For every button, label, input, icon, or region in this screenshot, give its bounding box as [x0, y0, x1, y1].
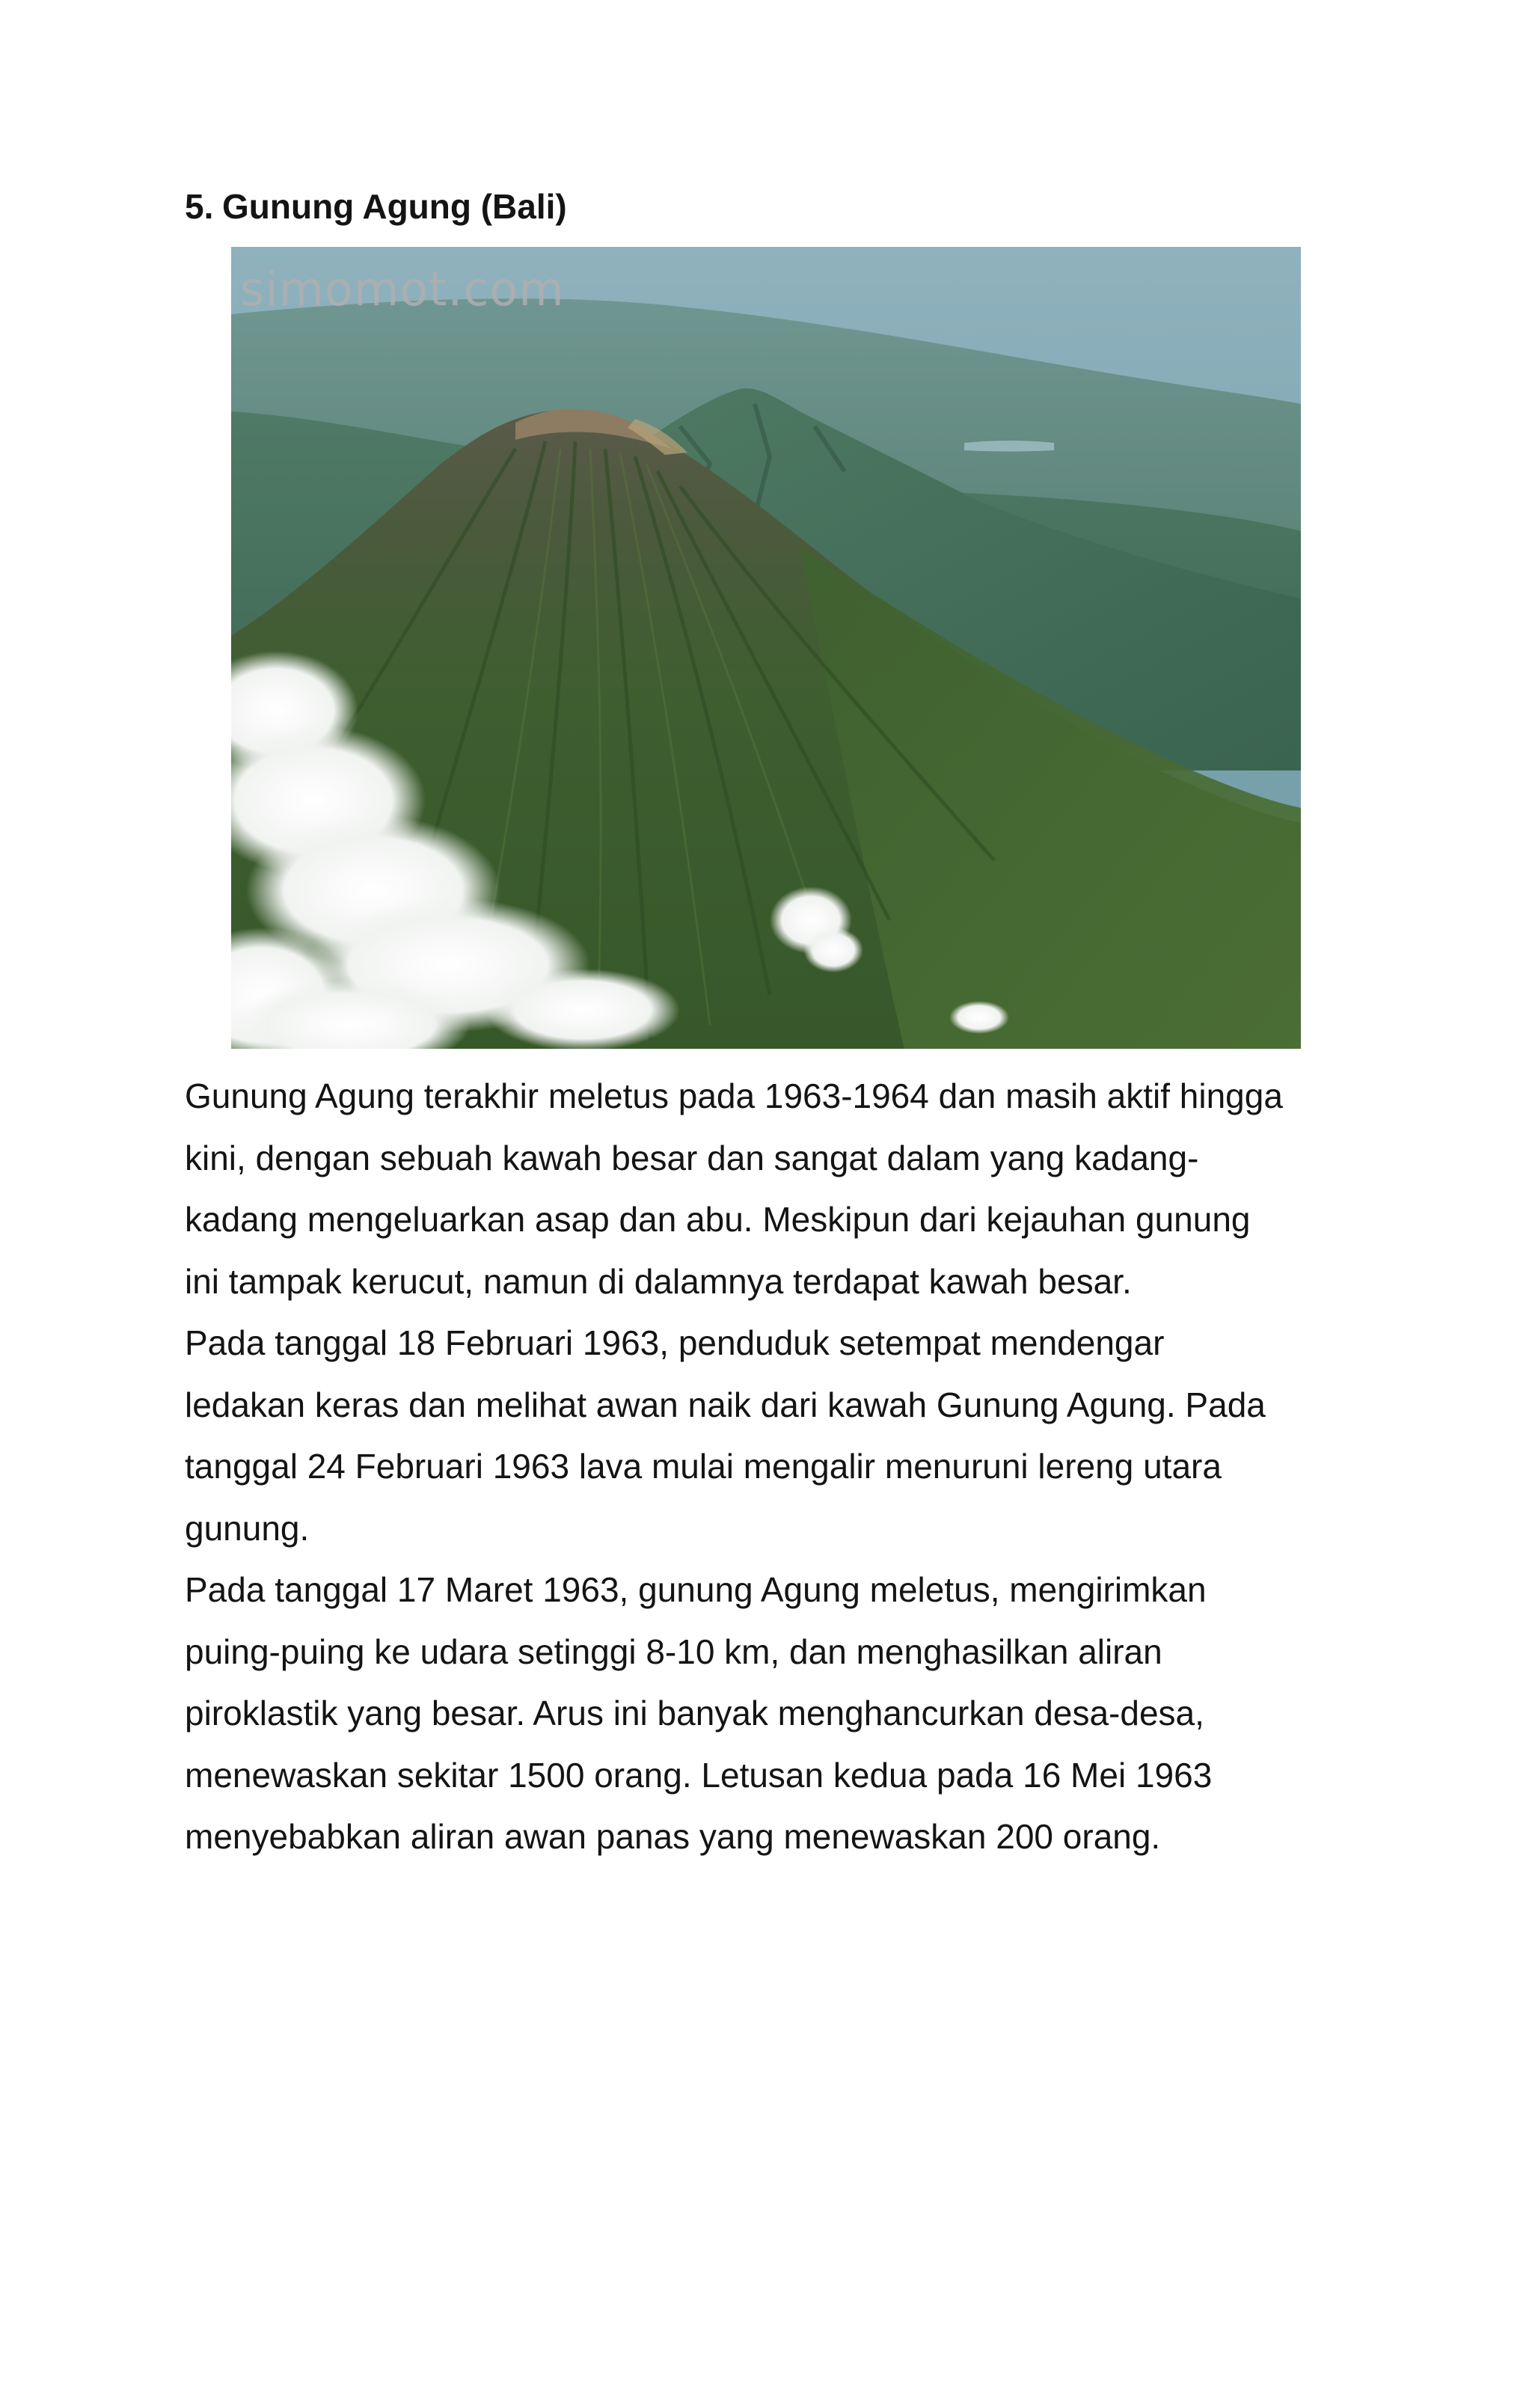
section-number: 5.: [185, 187, 214, 226]
paragraph-line: kini, dengan sebuah kawah besar dan sangat dalam yang kadang-: [185, 1138, 1199, 1177]
paragraph-line: ini tampak kerucut, namun di dalamnya terdapat kawah besar.: [185, 1261, 1132, 1301]
volcano-photo-illustration: [231, 247, 1301, 1049]
paragraph-line: Gunung Agung terakhir meletus pada 1963-1964 dan masih aktif hingga: [185, 1076, 1283, 1115]
section-title: Gunung Agung (Bali): [222, 187, 567, 226]
paragraph-line: menewaskan sekitar 1500 orang. Letusan kedua pada 16 Mei 1963: [185, 1755, 1213, 1795]
paragraph-line: puing-puing ke udara setinggi 8-10 km, dan menghasilkan aliran: [185, 1632, 1162, 1671]
paragraph-line: Pada tanggal 17 Maret 1963, gunung Agung meletus, mengirimkan: [185, 1570, 1207, 1609]
volcano-photo: [231, 247, 1301, 1049]
paragraph-line: ledakan keras dan melihat awan naik dari kawah Gunung Agung. Pada: [185, 1385, 1266, 1424]
section-heading: [185, 184, 567, 229]
paragraph-line: kadang mengeluarkan asap dan abu. Meskipun dari kejauhan gunung: [185, 1200, 1251, 1239]
paragraph-line: tanggal 24 Februari 1963 lava mulai mengalir menuruni lereng utara: [185, 1447, 1222, 1486]
photo-watermark: simomot.com: [240, 262, 565, 316]
paragraph-line: gunung.: [185, 1508, 310, 1548]
paragraph-line: piroklastik yang besar. Arus ini banyak menghancurkan desa-desa,: [185, 1694, 1204, 1733]
paragraph-line: Pada tanggal 18 Februari 1963, penduduk setempat mendengar: [185, 1323, 1165, 1362]
paragraph-line: menyebabkan aliran awan panas yang menewaskan 200 orang.: [185, 1817, 1161, 1856]
body-paragraph: [185, 1065, 1367, 1868]
